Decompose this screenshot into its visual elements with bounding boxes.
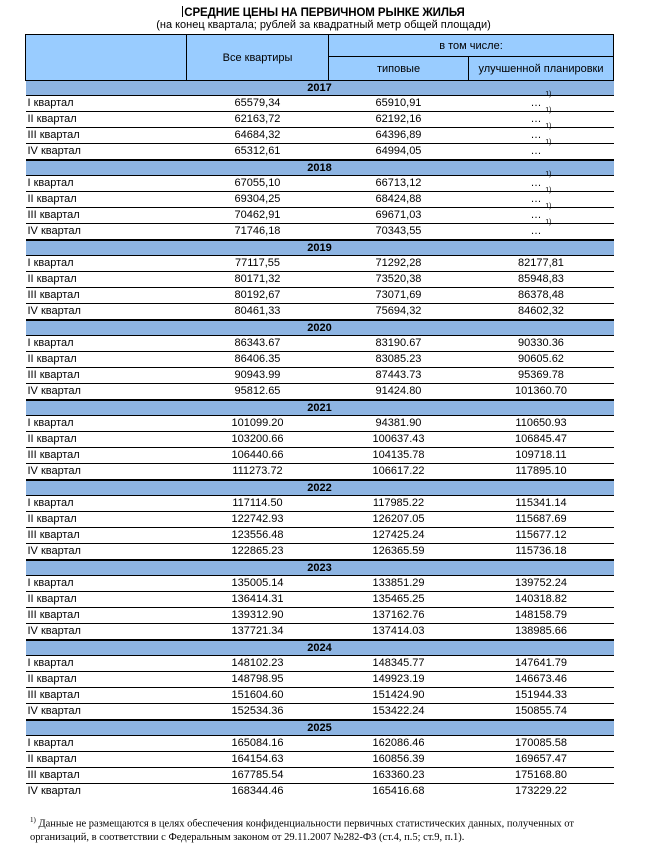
value-typical: 70343,55 [329, 224, 469, 241]
table-row [26, 464, 614, 481]
value-typical: 162086.46 [329, 736, 469, 752]
table-row [26, 688, 614, 704]
table-row [26, 432, 614, 448]
table-row [26, 656, 614, 672]
value-improved: 139752.24 [469, 576, 614, 592]
ellipsis-text: … [530, 225, 542, 237]
quarter-label: I квартал [26, 176, 187, 192]
value-all: 152534.36 [187, 704, 329, 721]
table-row [26, 672, 614, 688]
ellipsis-text: … [530, 129, 542, 141]
value-typical: 62192,16 [329, 112, 469, 128]
year-label: 2022 [26, 480, 614, 496]
quarter-label: IV квартал [26, 304, 187, 321]
table-row [26, 784, 614, 800]
table-row [26, 144, 614, 161]
title-text: СРЕДНИЕ ЦЕНЫ НА ПЕРВИЧНОМ РЫНКЕ ЖИЛЬЯ [184, 7, 465, 19]
value-improved: 117895.10 [469, 464, 614, 481]
quarter-label: II квартал [26, 352, 187, 368]
year-label: 2025 [26, 720, 614, 736]
table-row [26, 528, 614, 544]
value-all: 62163,72 [187, 112, 329, 128]
table-row [26, 128, 614, 144]
value-improved: 170085.58 [469, 736, 614, 752]
value-improved: 147641.79 [469, 656, 614, 672]
value-improved: 82177,81 [469, 256, 614, 272]
value-all: 165084.16 [187, 736, 329, 752]
quarter-label: III квартал [26, 208, 187, 224]
table-row [26, 352, 614, 368]
ellipsis-text: … [530, 177, 542, 189]
value-all: 80171,32 [187, 272, 329, 288]
value-improved [469, 139, 614, 161]
table-row [26, 288, 614, 304]
header-typical: типовые [329, 57, 469, 81]
value-improved: 109718.11 [469, 448, 614, 464]
value-all: 111273.72 [187, 464, 329, 481]
header-empty-cell [26, 35, 187, 81]
value-typical: 160856.39 [329, 752, 469, 768]
value-typical: 75694,32 [329, 304, 469, 321]
value-improved: 150855.74 [469, 704, 614, 721]
quarter-label: III квартал [26, 288, 187, 304]
quarter-label: III квартал [26, 768, 187, 784]
quarter-label: II квартал [26, 672, 187, 688]
value-typical: 69671,03 [329, 208, 469, 224]
ellipsis-text: … [530, 193, 542, 205]
value-improved: 90330.36 [469, 336, 614, 352]
year-row [26, 81, 614, 96]
quarter-label: II квартал [26, 512, 187, 528]
year-row [26, 400, 614, 416]
value-improved: 148158.79 [469, 608, 614, 624]
footnote-ref: 1) [545, 171, 552, 178]
footnote-ref: 1) [545, 187, 552, 194]
value-improved: 146673.46 [469, 672, 614, 688]
quarter-label: III квартал [26, 688, 187, 704]
value-all: 106440.66 [187, 448, 329, 464]
value-typical: 165416.68 [372, 785, 425, 797]
table-row [26, 112, 614, 128]
year-row [26, 720, 614, 736]
ellipsis-text: … [530, 113, 542, 125]
quarter-label: IV квартал [27, 785, 81, 797]
table-row [26, 256, 614, 272]
confidential-placeholder [530, 139, 552, 159]
value-typical: 148345.77 [329, 656, 469, 672]
quarter-label: III квартал [26, 368, 187, 384]
year-label: 2019 [26, 240, 614, 256]
table-row [26, 368, 614, 384]
year-label: 2021 [26, 400, 614, 416]
year-label: 2023 [26, 560, 614, 576]
table-row [26, 192, 614, 208]
year-label: 2017 [26, 81, 614, 96]
value-improved: 90605.62 [469, 352, 614, 368]
value-all: 122742.93 [187, 512, 329, 528]
value-all: 137721.34 [187, 624, 329, 641]
table-row [26, 336, 614, 352]
value-improved: 115736.18 [469, 544, 614, 561]
year-row [26, 320, 614, 336]
value-typical: 64396,89 [329, 128, 469, 144]
value-improved: 84602,32 [469, 304, 614, 321]
quarter-label: III квартал [26, 528, 187, 544]
table-row [26, 224, 614, 241]
value-typical: 117985.22 [329, 496, 469, 512]
year-label: 2018 [26, 160, 614, 176]
year-row [26, 160, 614, 176]
value-typical: 68424,88 [329, 192, 469, 208]
footnote-ref: 1) [545, 139, 552, 146]
header-improved: улучшенной планировки [469, 57, 614, 81]
footnote-mark: 1) [30, 816, 36, 824]
quarter-label: I квартал [26, 656, 187, 672]
table-row [26, 416, 614, 432]
quarter-label: I квартал [26, 496, 187, 512]
footnote-ref: 1) [545, 203, 552, 210]
header-including: в том числе: [329, 35, 614, 57]
value-typical: 73520,38 [329, 272, 469, 288]
value-improved [469, 171, 614, 192]
value-typical: 83085.23 [329, 352, 469, 368]
value-all: 67055,10 [187, 176, 329, 192]
value-improved: 106845.47 [469, 432, 614, 448]
value-all: 122865.23 [187, 544, 329, 561]
ellipsis-text: … [530, 97, 542, 109]
value-typical: 135465.25 [329, 592, 469, 608]
year-row [26, 480, 614, 496]
table-row [26, 736, 614, 752]
value-all: 101099.20 [187, 416, 329, 432]
value-typical: 127425.24 [329, 528, 469, 544]
value-improved: 151944.33 [469, 688, 614, 704]
value-all: 167785.54 [187, 768, 329, 784]
value-all: 90943.99 [187, 368, 329, 384]
table-header [26, 35, 614, 81]
header-all-apartments: Все квартиры [187, 35, 329, 81]
quarter-label: I квартал [26, 416, 187, 432]
value-typical: 65910,91 [329, 96, 469, 112]
ellipsis-text: … [530, 209, 542, 221]
page-title [0, 6, 647, 19]
value-typical: 149923.19 [329, 672, 469, 688]
value-typical: 66713,12 [329, 176, 469, 192]
value-typical: 91424.80 [329, 384, 469, 401]
value-typical: 104135.78 [329, 448, 469, 464]
value-typical: 137414.03 [329, 624, 469, 641]
year-row [26, 560, 614, 576]
quarter-label: IV квартал [26, 544, 187, 561]
table-row [26, 496, 614, 512]
footnote-ref: 1) [545, 107, 552, 114]
value-typical: 73071,69 [329, 288, 469, 304]
ellipsis-text: … [530, 145, 542, 157]
table-row [26, 544, 614, 561]
value-all: 80192,67 [187, 288, 329, 304]
footnote-ref: 1) [545, 219, 552, 226]
value-all: 64684,32 [187, 128, 329, 144]
table-row [26, 96, 614, 112]
value-typical: 163360.23 [329, 768, 469, 784]
value-improved: 169657.47 [469, 752, 614, 768]
quarter-label: IV квартал [26, 624, 187, 641]
year-row [26, 640, 614, 656]
quarter-label: III квартал [26, 448, 187, 464]
quarter-label: IV квартал [26, 384, 187, 401]
value-all: 136414.31 [187, 592, 329, 608]
table-row [26, 608, 614, 624]
value-typical: 126365.59 [329, 544, 469, 561]
quarter-label: II квартал [26, 272, 187, 288]
value-improved: 173229.22 [515, 785, 567, 797]
quarter-label: I квартал [26, 96, 187, 112]
year-label: 2024 [26, 640, 614, 656]
value-all: 117114.50 [187, 496, 329, 512]
value-all: 65312,61 [187, 144, 329, 161]
value-typical: 137162.76 [329, 608, 469, 624]
value-improved: 138985.66 [469, 624, 614, 641]
table-row [26, 624, 614, 641]
value-improved: 115687.69 [469, 512, 614, 528]
value-all: 80461,33 [187, 304, 329, 321]
value-typical: 126207.05 [329, 512, 469, 528]
table-row [26, 304, 614, 321]
value-improved: 115677.12 [469, 528, 614, 544]
quarter-label: I квартал [26, 736, 187, 752]
value-all: 70462,91 [187, 208, 329, 224]
value-improved: 85948,83 [469, 272, 614, 288]
value-all: 86406.35 [187, 352, 329, 368]
table-row [26, 208, 614, 224]
value-all: 148102.23 [187, 656, 329, 672]
table-row [26, 384, 614, 401]
value-all: 77117,55 [187, 256, 329, 272]
value-typical: 151424.90 [329, 688, 469, 704]
table-row [26, 272, 614, 288]
table-row [26, 176, 614, 192]
value-typical: 100637.43 [329, 432, 469, 448]
value-improved: 101360.70 [469, 384, 614, 401]
quarter-label: III квартал [26, 128, 187, 144]
footnote-text: Данные не размещаются в целях обеспечения конфиденциальности первичных статистических данных, полученных от организаций, в соответствии с Федеральным законом от 29.11.2007 №282-ФЗ (ст.4, п.5; ст.9, п.1). [30, 818, 574, 843]
footnote-ref: 1) [545, 91, 552, 98]
year-label: 2020 [26, 320, 614, 336]
value-typical: 87443.73 [329, 368, 469, 384]
value-typical: 133851.29 [329, 576, 469, 592]
table-row [26, 704, 614, 721]
value-all: 151604.60 [187, 688, 329, 704]
quarter-label: I квартал [26, 336, 187, 352]
value-improved: 86378,48 [469, 288, 614, 304]
value-all: 123556.48 [187, 528, 329, 544]
value-typical: 71292,28 [329, 256, 469, 272]
value-typical: 83190.67 [329, 336, 469, 352]
value-typical: 106617.22 [329, 464, 469, 481]
value-all: 69304,25 [187, 192, 329, 208]
quarter-label: II квартал [26, 752, 187, 768]
quarter-label: II квартал [26, 432, 187, 448]
quarter-label: I квартал [26, 576, 187, 592]
table-body [26, 81, 614, 800]
page-subtitle: (на конец квартала; рублей за квадратный метр общей площади) [156, 19, 491, 31]
quarter-label: III квартал [26, 608, 187, 624]
value-improved: 140318.82 [469, 592, 614, 608]
quarter-label: I квартал [26, 256, 187, 272]
value-improved: 110650.93 [469, 416, 614, 432]
value-all: 135005.14 [187, 576, 329, 592]
table-row [26, 752, 614, 768]
value-improved [469, 219, 614, 241]
value-improved: 95369.78 [469, 368, 614, 384]
value-typical: 64994,05 [329, 144, 469, 161]
value-all: 86343.67 [187, 336, 329, 352]
quarter-label: II квартал [26, 112, 187, 128]
footnote [30, 814, 620, 844]
quarter-label: IV квартал [26, 224, 187, 241]
value-improved: 115341.14 [469, 496, 614, 512]
value-all: 103200.66 [187, 432, 329, 448]
quarter-label: II квартал [26, 592, 187, 608]
confidential-placeholder [530, 219, 552, 239]
footnote-ref: 1) [545, 123, 552, 130]
value-improved [469, 203, 614, 224]
year-row [26, 240, 614, 256]
quarter-label: IV квартал [26, 144, 187, 161]
value-all: 164154.63 [187, 752, 329, 768]
value-typical: 153422.24 [329, 704, 469, 721]
value-improved [469, 107, 614, 128]
quarter-label: IV квартал [26, 464, 187, 481]
value-all: 168344.46 [231, 785, 284, 797]
prices-table [25, 34, 614, 799]
value-typical: 94381.90 [329, 416, 469, 432]
value-all: 139312.90 [187, 608, 329, 624]
table-row [26, 512, 614, 528]
quarter-label: IV квартал [26, 704, 187, 721]
value-all: 71746,18 [187, 224, 329, 241]
value-improved [469, 187, 614, 208]
value-improved [469, 123, 614, 144]
value-all: 95812.65 [187, 384, 329, 401]
value-improved [469, 91, 614, 112]
table-row [26, 448, 614, 464]
value-all: 148798.95 [187, 672, 329, 688]
value-improved: 175168.80 [469, 768, 614, 784]
table-row [26, 592, 614, 608]
table-row [26, 576, 614, 592]
value-all: 65579,34 [187, 96, 329, 112]
table-row [26, 768, 614, 784]
quarter-label: II квартал [26, 192, 187, 208]
